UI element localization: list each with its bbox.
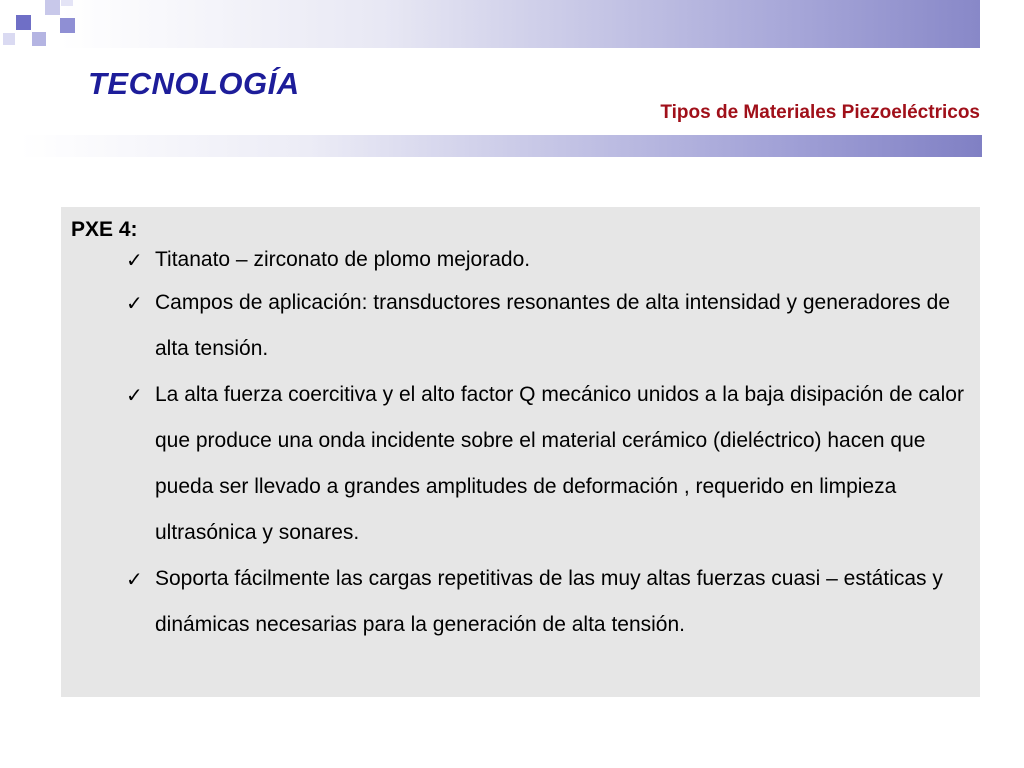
list-item	[71, 240, 966, 280]
decorative-square	[60, 18, 75, 33]
checkmark-icon: ✓	[126, 383, 143, 407]
checkmark-icon: ✓	[126, 291, 143, 315]
decorative-square	[61, 0, 73, 6]
header-gradient-bar	[60, 0, 980, 48]
decorative-square	[32, 32, 46, 46]
list-item	[71, 280, 966, 372]
bullet-text: La alta fuerza coercitiva y el alto factor Q mecánico unidos a la baja disipación de calor que produce una onda incidente sobre el material cerámico (dieléctrico) hacen que pueda ser llevado a grandes amplitudes de deformación , requerido en limpieza ultrasónica y sonares.	[155, 383, 964, 544]
bullet-text: Titanato – zirconato de plomo mejorado.	[155, 248, 531, 271]
section-heading: PXE 4:	[71, 218, 138, 241]
slide-title: TECNOLOGÍA	[88, 66, 300, 101]
bullet-text: Soporta fácilmente las cargas repetitivas de las muy altas fuerzas cuasi – estáticas y dinámicas necesarias para la generación de alta tensión.	[155, 567, 943, 636]
decorative-square	[16, 15, 31, 30]
bullet-text: Campos de aplicación: transductores resonantes de alta intensidad y generadores de alta tensión.	[155, 291, 950, 360]
checkmark-icon: ✓	[126, 567, 143, 591]
divider-gradient-bar	[20, 135, 982, 157]
slide-subtitle: Tipos de Materiales Piezoeléctricos	[660, 102, 980, 123]
decorative-square	[45, 0, 60, 15]
checkmark-icon: ✓	[126, 248, 143, 272]
decorative-square	[3, 33, 15, 45]
list-item	[71, 372, 966, 556]
bullet-list	[71, 240, 966, 648]
list-item	[71, 556, 966, 648]
content-box	[61, 207, 980, 697]
